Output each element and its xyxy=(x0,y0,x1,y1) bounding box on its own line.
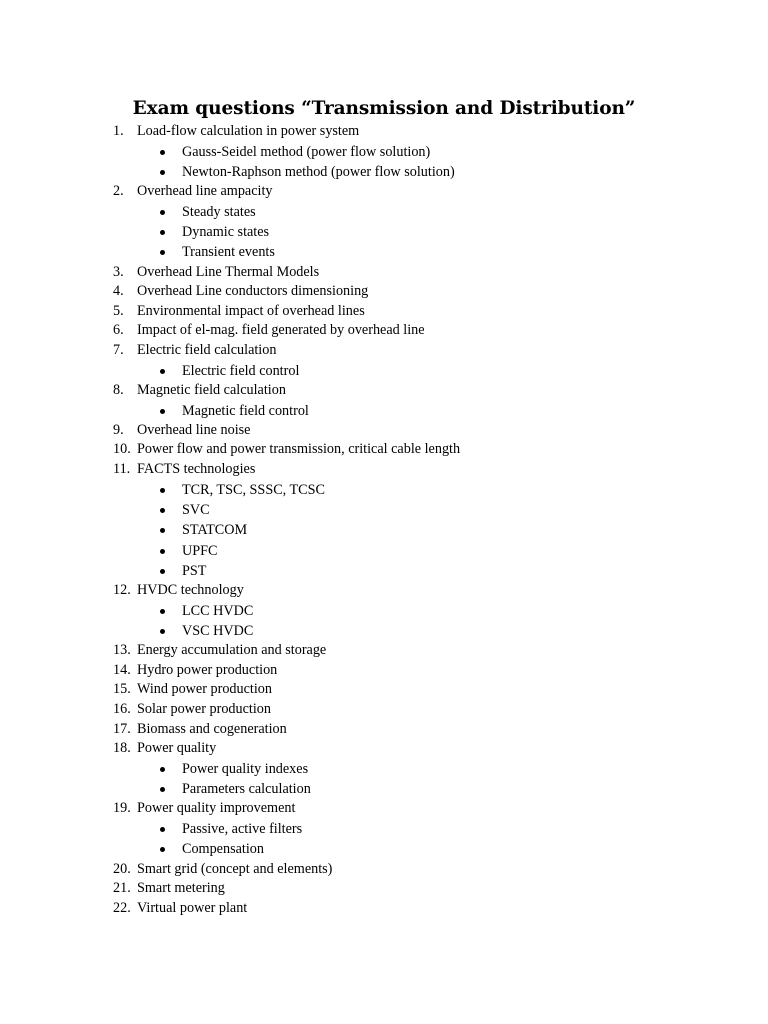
question-number: 10. xyxy=(113,441,131,458)
question-item xyxy=(0,680,768,700)
question-list xyxy=(0,122,768,918)
sub-topic-item xyxy=(0,819,768,839)
sub-topic-item xyxy=(0,839,768,859)
bullet-icon xyxy=(160,847,165,852)
question-item xyxy=(0,661,768,681)
question-text: Hydro power production xyxy=(137,661,278,678)
question-item xyxy=(0,581,768,601)
question-number: 2. xyxy=(113,183,124,200)
bullet-icon xyxy=(160,150,165,155)
question-item xyxy=(0,421,768,441)
question-number: 14. xyxy=(113,661,131,678)
question-number: 12. xyxy=(113,582,131,599)
sub-topic-text: Passive, active filters xyxy=(182,821,303,838)
question-text: Load-flow calculation in power system xyxy=(137,123,360,139)
question-text: Wind power production xyxy=(137,681,272,698)
question-number: 1. xyxy=(113,123,124,139)
question-item xyxy=(0,381,768,401)
question-number: 7. xyxy=(113,342,124,359)
question-item xyxy=(0,263,768,283)
bullet-icon xyxy=(160,549,165,554)
question-text: Virtual power plant xyxy=(137,899,248,916)
question-number: 15. xyxy=(113,681,131,698)
sub-topic-text: Electric field control xyxy=(182,362,300,379)
question-item xyxy=(0,879,768,899)
sub-topic-text: Compensation xyxy=(182,841,264,858)
question-text: Magnetic field calculation xyxy=(137,381,286,398)
question-item xyxy=(0,321,768,341)
sub-topic-item xyxy=(0,541,768,561)
question-text: Impact of el-mag. field generated by overhead line xyxy=(137,322,425,339)
sub-topic-text: Dynamic states xyxy=(182,224,270,241)
sub-topic-item xyxy=(0,561,768,581)
question-number: 20. xyxy=(113,860,131,877)
sub-topic-item xyxy=(0,222,768,242)
question-item xyxy=(0,341,768,361)
sub-topic-item xyxy=(0,202,768,222)
question-text: Smart grid (concept and elements) xyxy=(137,860,333,877)
sub-topic-text: PST xyxy=(182,562,207,579)
bullet-icon xyxy=(160,170,165,175)
bullet-icon xyxy=(160,488,165,493)
question-text: Smart metering xyxy=(137,880,225,897)
question-number: 8. xyxy=(113,381,124,398)
question-number: 5. xyxy=(113,302,124,319)
question-text: Solar power production xyxy=(137,701,271,718)
sub-topic-text: STATCOM xyxy=(182,522,248,539)
question-number: 3. xyxy=(113,263,124,280)
bullet-icon xyxy=(160,230,165,235)
sub-topic-item xyxy=(0,601,768,621)
question-text: Overhead Line Thermal Models xyxy=(137,263,320,280)
bullet-icon xyxy=(160,250,165,255)
sub-topic-item xyxy=(0,242,768,262)
question-text: Power quality improvement xyxy=(137,800,296,817)
question-text: Biomass and cogeneration xyxy=(137,720,287,737)
bullet-icon xyxy=(160,767,165,772)
sub-topic-text: VSC HVDC xyxy=(182,622,254,639)
question-number: 19. xyxy=(113,800,131,817)
question-text: Overhead Line conductors dimensioning xyxy=(137,283,369,300)
question-item xyxy=(0,720,768,740)
question-text: Electric field calculation xyxy=(137,342,277,359)
sub-topic-text: Transient events xyxy=(182,244,275,261)
question-text: Overhead line noise xyxy=(137,421,251,438)
bullet-icon xyxy=(160,609,165,614)
question-text: Power quality xyxy=(137,740,217,757)
sub-topic-item xyxy=(0,759,768,779)
question-item xyxy=(0,122,768,142)
sub-topic-text: LCC HVDC xyxy=(182,602,254,619)
sub-topic-item xyxy=(0,621,768,641)
question-number: 11. xyxy=(113,461,131,478)
sub-topic-text: Newton-Raphson method (power flow solution) xyxy=(182,163,455,180)
bullet-icon xyxy=(160,210,165,215)
question-number: 17. xyxy=(113,720,131,737)
question-item xyxy=(0,860,768,880)
question-item xyxy=(0,302,768,322)
sub-topic-text: Magnetic field control xyxy=(182,402,309,419)
sub-topic-item xyxy=(0,779,768,799)
sub-topic-item xyxy=(0,520,768,540)
question-number: 4. xyxy=(113,283,124,300)
question-item xyxy=(0,899,768,919)
sub-topic-item xyxy=(0,500,768,520)
bullet-icon xyxy=(160,787,165,792)
sub-topic-item xyxy=(0,361,768,381)
question-item xyxy=(0,440,768,460)
bullet-icon xyxy=(160,827,165,832)
question-item xyxy=(0,460,768,480)
bullet-icon xyxy=(160,629,165,634)
sub-topic-text: TCR, TSC, SSSC, TCSC xyxy=(182,481,325,498)
sub-topic-text: Parameters calculation xyxy=(182,781,311,798)
sub-topic-item xyxy=(0,142,768,162)
page-title: Exam questions “Transmission and Distribution” xyxy=(132,98,636,120)
sub-topic-text: Power quality indexes xyxy=(182,760,309,777)
question-number: 9. xyxy=(113,421,124,438)
question-number: 21. xyxy=(113,880,131,897)
sub-topic-text: Gauss-Seidel method (power flow solution) xyxy=(182,143,431,160)
question-number: 13. xyxy=(113,642,131,659)
question-text: Environmental impact of overhead lines xyxy=(137,302,365,319)
question-item xyxy=(0,182,768,202)
question-number: 18. xyxy=(113,740,131,757)
question-item xyxy=(0,700,768,720)
question-text: Overhead line ampacity xyxy=(137,183,273,200)
bullet-icon xyxy=(160,409,165,414)
sub-topic-text: Steady states xyxy=(182,203,256,220)
sub-topic-text: UPFC xyxy=(182,542,218,559)
sub-topic-item xyxy=(0,162,768,182)
question-item xyxy=(0,282,768,302)
question-text: HVDC technology xyxy=(137,582,244,599)
question-text: Energy accumulation and storage xyxy=(137,642,327,659)
bullet-icon xyxy=(160,508,165,513)
sub-topic-item xyxy=(0,401,768,421)
question-number: 16. xyxy=(113,701,131,718)
question-item xyxy=(0,799,768,819)
question-text: Power flow and power transmission, critical cable length xyxy=(137,441,461,458)
question-number: 22. xyxy=(113,899,131,916)
bullet-icon xyxy=(160,528,165,533)
bullet-icon xyxy=(160,569,165,574)
question-number: 6. xyxy=(113,322,124,339)
bullet-icon xyxy=(160,369,165,374)
sub-topic-text: SVC xyxy=(182,501,210,518)
question-text: FACTS technologies xyxy=(137,461,256,478)
question-item xyxy=(0,641,768,661)
sub-topic-item xyxy=(0,480,768,500)
question-item xyxy=(0,739,768,759)
